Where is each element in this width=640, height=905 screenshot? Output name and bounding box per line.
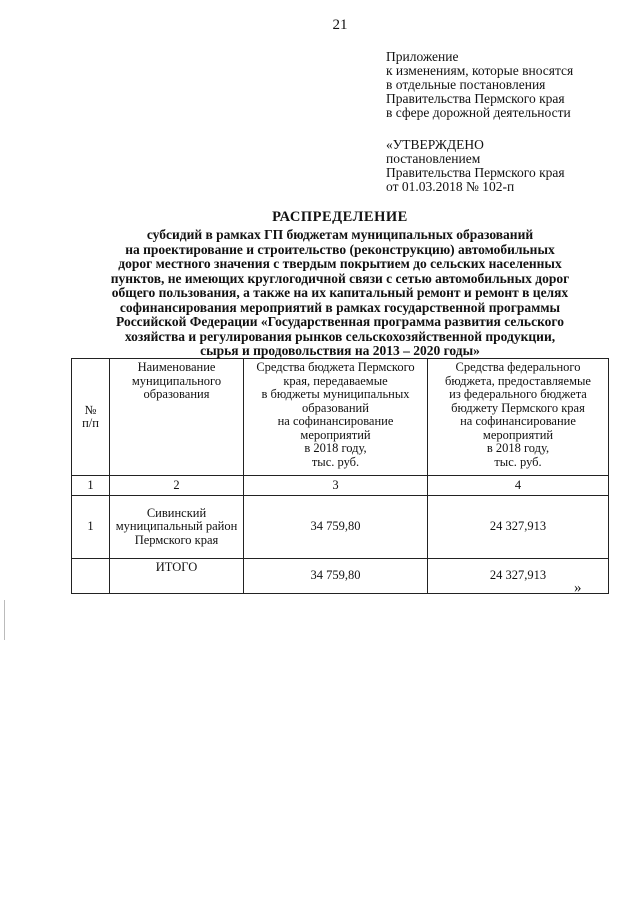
total-row — [72, 559, 609, 594]
municipality-name: Сивинский муниципальный район Пермского края — [110, 496, 244, 559]
appendix-line: Приложение — [386, 49, 459, 64]
approval-line: «УТВЕРЖДЕНО — [386, 137, 484, 152]
total-label: ИТОГО — [110, 559, 244, 594]
approval-line: от 01.03.2018 № 102-п — [386, 179, 515, 194]
approval-stamp — [386, 138, 565, 194]
column-number: 3 — [244, 476, 428, 496]
approval-line: Правительства Пермского края — [386, 165, 565, 180]
appendix-line: к изменениям, которые вносятся — [386, 63, 574, 78]
regional-amount: 34 759,80 — [244, 496, 428, 559]
total-number-cell — [72, 559, 110, 594]
column-number: 2 — [110, 476, 244, 496]
row-number: 1 — [72, 496, 110, 559]
approval-line: постановлением — [386, 151, 481, 166]
appendix-line: в сфере дорожной деятельности — [386, 105, 571, 120]
scan-edge-mark — [4, 600, 5, 640]
header-federal-funds: Средства федерального бюджета, предоставляемые из федерального бюджета бюджету Пермского края на софинансирование мероприятий в 2018 году, тыс. руб. — [428, 359, 609, 476]
column-number: 4 — [428, 476, 609, 496]
table-row — [72, 496, 609, 559]
distribution-table — [71, 358, 609, 594]
header-number: № п/п — [72, 359, 110, 476]
column-number-row — [72, 476, 609, 496]
column-number: 1 — [72, 476, 110, 496]
appendix-note — [386, 50, 573, 120]
total-regional-amount: 34 759,80 — [244, 559, 428, 594]
table-header-row — [72, 359, 609, 476]
total-federal-amount: 24 327,913 — [428, 559, 609, 594]
appendix-line: в отдельные постановления — [386, 77, 546, 92]
header-municipality: Наименование муниципального образования — [110, 359, 244, 476]
document-title: РАСПРЕДЕЛЕНИЕ — [272, 209, 408, 225]
page-number: 21 — [332, 17, 348, 33]
appendix-line: Правительства Пермского края — [386, 91, 565, 106]
document-subtitle: субсидий в рамках ГП бюджетам муниципальных образований на проектирование и строительство (реконструкцию) автомобильных дорог местного значения с твердым покрытием до сельских населенных пунктов, не имеющих круглогодичной связи с сетью автомобильных дорог общего пользования, а также на их капитальный ремонт и ремонт в целях софинансирования мероприятий в рамках государственной программы Российской Федерации «Государственная программа развития сельского хозяйства и регулирования рынков сельскохозяйственной продукции, сырья и продовольствия на 2013 – 2020 годы» — [110, 227, 570, 358]
header-regional-funds: Средства бюджета Пермского края, передаваемые в бюджеты муниципальных образований на софинансирование мероприятий в 2018 году, тыс. руб. — [244, 359, 428, 476]
federal-amount: 24 327,913 — [428, 496, 609, 559]
closing-quote: » — [574, 580, 582, 596]
